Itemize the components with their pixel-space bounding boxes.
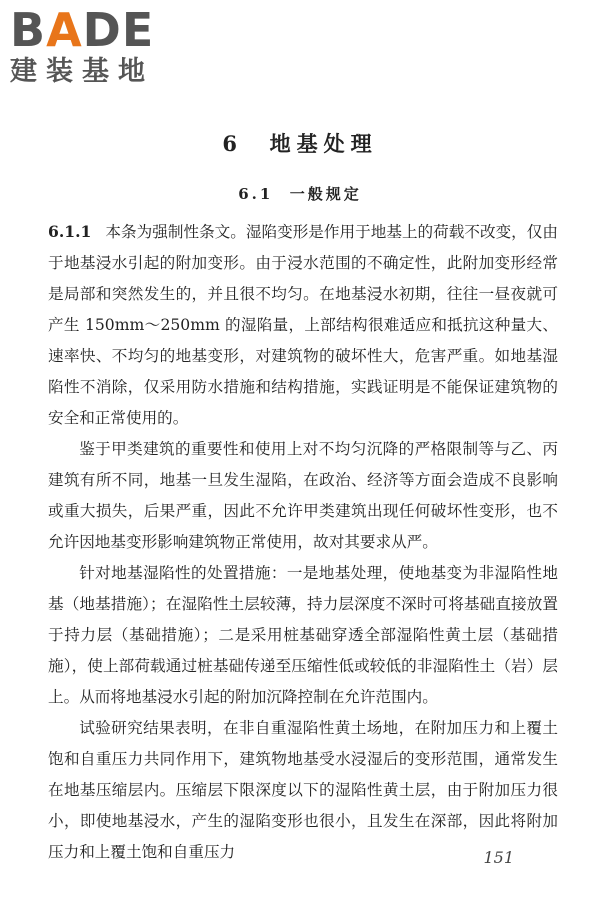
logo-brand-b: B xyxy=(10,3,47,57)
paragraph xyxy=(48,216,558,434)
paragraph: 鉴于甲类建筑的重要性和使用上对不均匀沉降的严格限制等与乙、丙建筑有所不同，地基一旦发生湿陷，在政治、经济等方面会造成不良影响或重大损失，后果严重，因此不允许甲类建筑出现任何破坏性变形，也不允许因地基变形影响建筑物正常使用，故对其要求从严。 xyxy=(48,440,558,551)
paragraph: 针对地基湿陷性的处置措施：一是地基处理，使地基变为非湿陷性地基（地基措施）；在湿陷性土层较薄，持力层深度不深时可将基础直接放置于持力层（基础措施）；二是采用桩基础穿透全部湿陷性黄土层（基础措施），使上部荷载通过桩基础传递至压缩性低或较低的非湿陷性土（岩）层上。从而将地基浸水引起的附加沉降控制在允许范围内。 xyxy=(48,564,558,706)
logo-brand-a: A xyxy=(46,3,83,57)
section-number: 6.1 xyxy=(238,185,274,203)
chapter-title xyxy=(0,128,600,158)
section-title xyxy=(0,183,600,204)
paragraph-text: 本条为强制性条文。湿陷变形是作用于地基上的荷载不改变，仅由于地基浸水引起的附加变形。由于浸水范围的不确定性，此附加变形经常是局部和突然发生的，并且很不均匀。在地基浸水初期，往往一昼夜就可产生 150mm～250mm 的湿陷量，上部结构很难适应和抵抗这种量大、速率快、不均匀的地基变形，对建筑物的破坏性大，危害严重。如地基湿陷性不消除，仅采用防水措施和结构措施，实践证明是不能保证建筑物的安全和正常使用的。 xyxy=(48,223,558,427)
logo-subtitle: 建装基地 xyxy=(10,56,154,87)
paragraph: 试验研究结果表明，在非自重湿陷性黄土场地，在附加压力和上覆土饱和自重压力共同作用下，建筑物地基受水浸湿后的变形范围，通常发生在地基压缩层内。压缩层下限深度以下的湿陷性黄土层，由于附加压力很小，即使地基浸水，产生的湿陷变形也很小，且发生在深部，因此将附加压力和上覆土饱和自重压力 xyxy=(48,719,558,861)
logo-brand-de: DE xyxy=(82,3,155,57)
chapter-number: 6 xyxy=(222,131,243,156)
page-number: 151 xyxy=(483,848,514,867)
publisher-logo xyxy=(10,3,155,88)
section-name: 一般规定 xyxy=(289,185,362,203)
logo-brand xyxy=(10,3,155,57)
chapter-name: 地基处理 xyxy=(269,131,378,156)
body-text xyxy=(48,216,558,868)
clause-number: 6.1.1 xyxy=(48,222,92,241)
